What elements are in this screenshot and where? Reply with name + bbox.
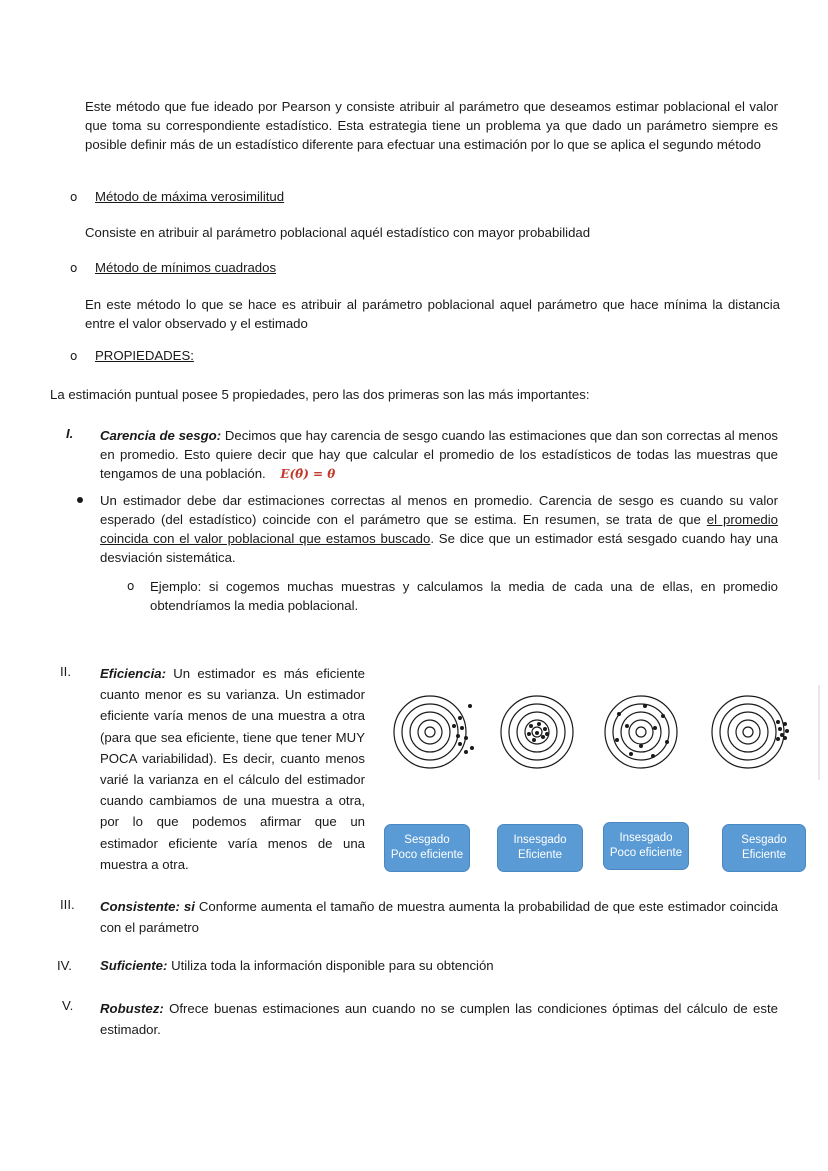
target-2-label-line2: Eficiente (517, 849, 563, 861)
properties-heading: PROPIEDADES: (95, 348, 194, 363)
target-4-label (722, 824, 806, 872)
prop-1-title: Carencia de sesgo: (100, 428, 222, 443)
method-1-text: Consiste en atribuir al parámetro poblacional aquél estadístico con mayor probabilidad (85, 225, 591, 240)
prop-1-example: Ejemplo: si cogemos muchas muestras y calculamos la media de cada una de ellas, en promedio obtendríamos la media poblacional. (150, 579, 778, 613)
intro-paragraph: Este método que fue ideado por Pearson y consiste atribuir al parámetro que deseamos estimar poblacional el valor que toma su correspondiente estadístico. Esta estrategia tiene un problema ya que dado un parámetro siempre es posible definir más de un estadístico diferente para efectuar una estimación por lo que se aplica el segundo método (85, 99, 778, 152)
prop-1-text: Decimos que hay carencia de sesgo cuando las estimaciones que dan son correctas al menos en promedio. Esto quiere decir que hay que calcular el promedio de los estadísticos de todas las muestras que tengamos de una población. (100, 428, 779, 481)
method-1-bullet: o (70, 190, 78, 204)
properties-bullet: o (70, 349, 78, 363)
prop-2-paragraph (100, 663, 365, 875)
prop-1-bullet-text-a: Un estimador debe dar estimaciones correctas al menos en promedio. Carencia de sesgo es cuando su valor esperado (del estadístico) coincide con el parámetro que se estima. En resumen, se trata de que (100, 493, 778, 527)
target-3-label-line2: Poco eficiente (609, 847, 683, 859)
prop-3-title: Consistente: si (100, 899, 195, 914)
target-3-label-line1: Insesgado (619, 832, 673, 844)
target-1-label-line1: Sesgado (404, 834, 450, 846)
target-1-label-line2: Poco eficiente (390, 849, 464, 861)
prop-1-bullet-dot (77, 497, 83, 503)
properties-intro: La estimación puntual posee 5 propiedades, pero las dos primeras son las más importantes: (50, 387, 590, 402)
target-1 (394, 696, 474, 768)
prop-2-title: Eficiencia: (100, 666, 166, 681)
prop-4-title: Suficiente: (100, 958, 168, 973)
target-4 (712, 696, 789, 768)
target-diagrams (385, 685, 825, 785)
prop-1-bullet-text-b: . Se dice que un estimador está sesgado cuando hay una desviación sistemática. (100, 531, 778, 565)
target-3-label (603, 822, 689, 870)
prop-2-numeral: II. (60, 664, 71, 679)
prop-1-formula: E(θ̂) = θ (280, 467, 336, 481)
prop-2-text: Un estimador es más eficiente cuanto menor es su varianza. Un estimador eficiente varía menos de una muestra a otra (para que sea eficiente, tiene que tener MUY POCA variabilidad). Es decir, cuanto menos varié la varianza en el cálculo del estimador cuando cambiamos de una muestra a otra, por lo que podemos afirmar que un estimador eficiente varía menos de una muestra a otra. (100, 666, 365, 872)
target-2-label (497, 824, 583, 872)
method-1-title: Método de máxima verosimilitud (95, 189, 285, 204)
prop-4-numeral: IV. (57, 958, 72, 973)
target-1-label (384, 824, 470, 872)
prop-5-title: Robustez: (100, 1001, 164, 1016)
prop-5-text: Ofrece buenas estimaciones aun cuando no se cumplen las condiciones óptimas del cálculo de este estimador. (100, 1001, 778, 1037)
prop-5-numeral: V. (62, 998, 74, 1013)
target-3 (605, 696, 677, 768)
method-2-bullet: o (70, 261, 78, 275)
target-2-label-line1: Insesgado (513, 834, 567, 846)
prop-1-bullet-text (100, 491, 778, 567)
prop-5-paragraph (100, 998, 778, 1040)
prop-3-text: Conforme aumenta el tamaño de muestra aumenta la probabilidad de que este estimador coincida con el parámetro (100, 899, 778, 935)
target-4-label-line2: Eficiente (741, 849, 787, 861)
prop-4-paragraph (100, 958, 494, 973)
prop-1-bullet-underlined: el promedio coincida con el valor poblacional que estamos buscado (100, 512, 778, 546)
prop-3-paragraph (100, 896, 778, 938)
prop-1-paragraph (100, 426, 778, 484)
target-4-label-line1: Sesgado (741, 834, 787, 846)
prop-3-numeral: III. (60, 897, 75, 912)
method-2-title: Método de mínimos cuadrados (95, 260, 277, 275)
target-2 (501, 696, 573, 768)
example-bullet: o (127, 579, 135, 593)
method-2-text: En este método lo que se hace es atribuir al parámetro poblacional aquel parámetro que hace mínima la distancia entre el valor observado y el estimado (85, 297, 780, 331)
prop-4-text: Utiliza toda la información disponible para su obtención (167, 958, 494, 973)
prop-1-numeral: I. (66, 426, 74, 441)
